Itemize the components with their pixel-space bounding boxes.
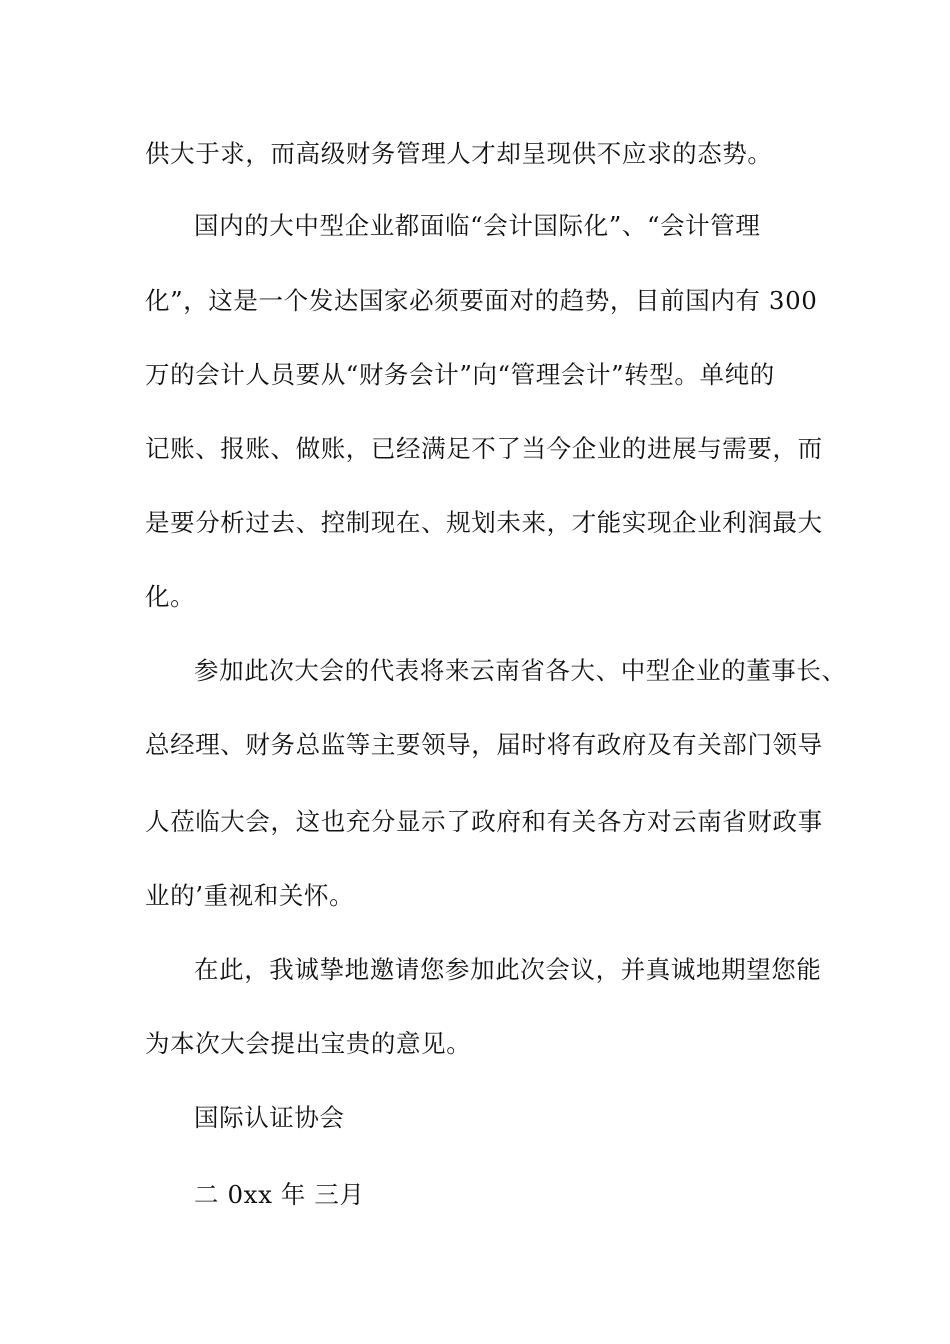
- text-line: 为本次大会提出宝贵的意见。: [145, 1029, 472, 1058]
- text-line: 万的会计人员要从“财务会计”向“管理会计”转型。单纯的: [145, 360, 775, 389]
- signature-date: 二 0xx 年 三月: [194, 1180, 365, 1209]
- paragraph-start-line: 参加此次大会的代表将来云南省各大、中型企业的董事长、: [194, 656, 847, 685]
- text-line: 化。: [145, 582, 196, 611]
- text-line: 总经理、财务总监等主要领导，届时将有政府及有关部门领导: [145, 730, 823, 759]
- text-line: 化”，这是一个发达国家必须要面对的趋势，目前国内有 300: [145, 286, 818, 315]
- text-line: 人莅临大会，这也充分显示了政府和有关各方对云南省财政事: [145, 807, 823, 836]
- text-line: 供大于求，而高级财务管理人才却呈现供不应求的态势。: [145, 139, 773, 168]
- paragraph-start-line: 国内的大中型企业都面临“会计国际化”、“会计管理: [194, 211, 761, 240]
- paragraph-start-line: 在此，我诚挚地邀请您参加此次会议，并真诚地期望您能: [194, 955, 822, 984]
- signature-organization: 国际认证协会: [194, 1103, 345, 1132]
- text-line: 是要分析过去、控制现在、规划未来，才能实现企业利润最大: [145, 508, 823, 537]
- text-line: 业的’重视和关怀。: [145, 881, 355, 910]
- text-line: 记账、报账、做账，已经满足不了当今企业的进展与需要，而: [145, 434, 823, 463]
